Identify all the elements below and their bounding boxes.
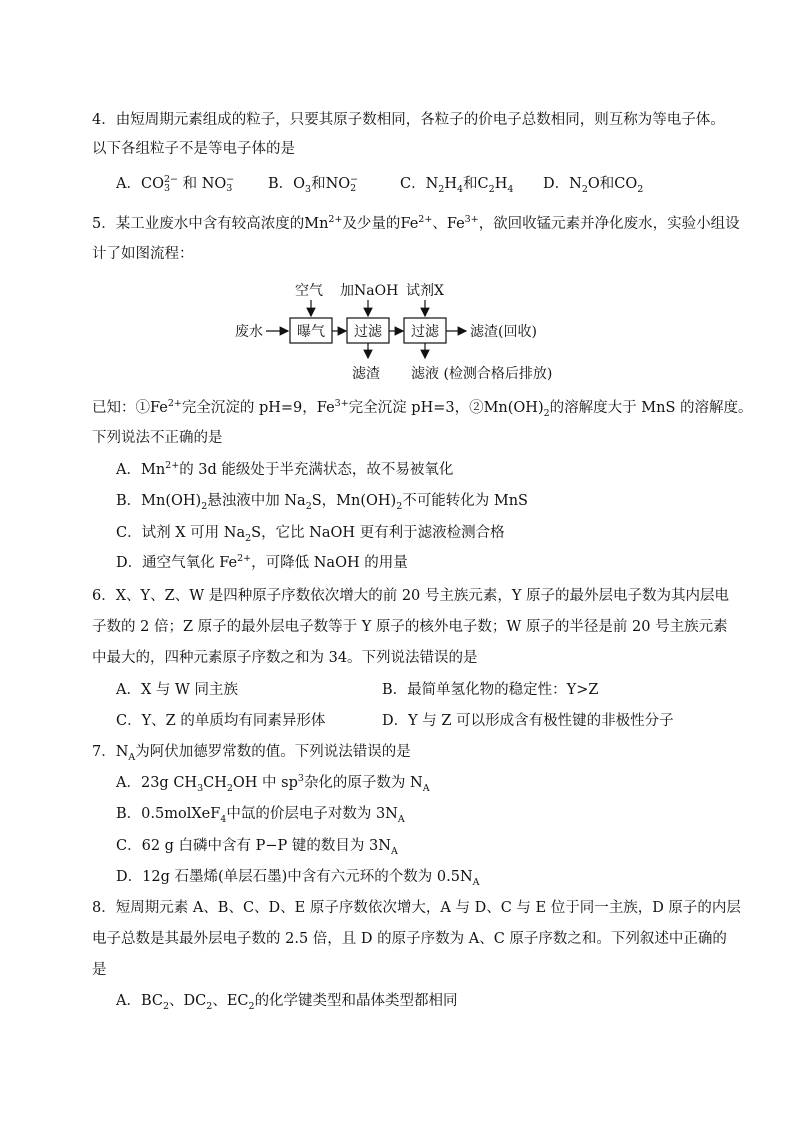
q6-line2: 子数的 2 倍；Z 原子的最外层电子数等于 Y 原子的核外电子数；W 原子的半径是前 20 号主族元素 xyxy=(92,619,728,635)
q8-line3: 是 xyxy=(92,962,107,978)
q7-c-s1: A xyxy=(390,845,398,857)
q5-stem-c: ，欲回收锰元素并净化废水，实验小组设 xyxy=(478,216,740,232)
q4-c-h2: H xyxy=(494,176,508,192)
q5-question: 下列说法不正确的是 xyxy=(92,430,223,446)
q4-b-and: 和 xyxy=(311,176,326,192)
q5-c-t1: 试剂 X 可用 Na xyxy=(141,525,246,541)
q8-a-t1: A．BC xyxy=(116,993,163,1009)
q6-option-a: A．X 与 W 同主族 xyxy=(116,682,239,698)
q8-a-s3: 2 xyxy=(248,1000,255,1012)
q5-c-label: C． xyxy=(116,525,142,541)
q5-d-sup: 2+ xyxy=(237,553,252,565)
flow-label-residue: 滤渣 xyxy=(352,366,380,382)
q4-d-label: D． xyxy=(543,176,570,192)
q4-b-no-sup: − xyxy=(350,174,359,185)
q7-b-s2: A xyxy=(397,813,405,825)
q5-known-fe3: Fe xyxy=(316,400,335,416)
q4-b-no: NO xyxy=(325,176,351,192)
q4-c-n: N xyxy=(425,176,439,192)
q4-c-n-sub: 2 xyxy=(438,183,445,195)
q5-known-c: 完全沉淀 pH=3，②Mn(OH) xyxy=(348,400,544,416)
q7-option-a xyxy=(116,773,430,793)
q7-a-t1: A．23g CH xyxy=(116,775,198,791)
q5-mn-sup: 2+ xyxy=(328,214,343,226)
q5-b-t2: 悬浊液中加 Na xyxy=(207,493,306,509)
q7-option-d xyxy=(116,867,480,887)
q4-c-label: C． xyxy=(400,176,426,192)
q8-line2: 电子总数是其最外层电子数的 2.5 倍，且 D 的原子序数为 A、C 原子序数之和。下列叙述中正确的 xyxy=(92,931,727,947)
q5-a-sup: 2+ xyxy=(165,460,180,472)
q6-option-c: C．Y、Z 的单质均有同素异形体 xyxy=(116,713,326,729)
q8-a-t4: 的化学键类型和晶体类型都相同 xyxy=(254,993,458,1009)
q7-b-t2: 中氙的价层电子对数为 3N xyxy=(226,806,398,822)
q7-option-b xyxy=(116,804,405,824)
q5-b-s3: 2 xyxy=(396,500,403,512)
q4-b-label: B． xyxy=(268,176,294,192)
q4-a-co: CO xyxy=(140,176,164,192)
q5-b-t1: Mn(OH) xyxy=(141,493,202,509)
q4-c-and: 和 xyxy=(463,176,478,192)
flow-label-waste-water: 废水 xyxy=(235,324,263,340)
q5-a-mn: Mn xyxy=(140,462,166,478)
q8-a-t2: 、DC xyxy=(169,993,207,1009)
q4-d-co-sub: 2 xyxy=(637,183,644,195)
q4-a-no: NO xyxy=(201,176,227,192)
flow-text-filter2: 过滤 xyxy=(411,324,439,340)
q7-d-s1: A xyxy=(472,876,480,888)
q5-known-c-sub: 2 xyxy=(543,407,550,419)
q7-c-t1: C．62 g 白磷中含有 P−P 键的数目为 3N xyxy=(116,838,391,854)
flow-label-residue-recover: 滤渣(回收) xyxy=(470,324,537,340)
q7-stem-sub: A xyxy=(128,751,136,763)
q5-known-d: 的溶解度大于 MnS 的溶解度。 xyxy=(549,400,753,416)
q5-c-s1: 2 xyxy=(245,532,252,544)
q5-option-c xyxy=(116,523,505,543)
q5-fe3-sup: 3+ xyxy=(464,214,479,226)
q4-b-no-sub: 2 xyxy=(350,183,357,194)
q4-a-no-sub: 3 xyxy=(226,183,233,194)
q4-a-label: A． xyxy=(116,176,141,192)
q4-d-n: N xyxy=(569,176,582,192)
q5-sep: 、 xyxy=(432,216,447,232)
q5-stem-b: 及少量的 xyxy=(342,216,401,232)
q8-a-s1: 2 xyxy=(163,1000,170,1012)
q4-d-co: CO xyxy=(614,176,638,192)
flow-label-naoh: 加NaOH xyxy=(340,283,399,299)
q5-known-fe3-sup: 3+ xyxy=(334,398,349,410)
q5-b-label: B． xyxy=(116,493,142,509)
q7-stem-rest: 为阿伏加德罗常数的值。下列说法错误的是 xyxy=(135,744,411,760)
flow-label-reagent-x: 试剂X xyxy=(406,283,444,299)
q5-b-s2: 2 xyxy=(305,500,312,512)
q7-stem xyxy=(92,742,411,762)
q4-c-h: H xyxy=(444,176,457,192)
q8-a-t3: 、EC xyxy=(212,993,249,1009)
q6-option-b: B．最简单氢化物的稳定性：Y>Z xyxy=(382,682,599,698)
q7-a-t3: OH 中 sp xyxy=(232,775,298,791)
q4-c-h-sub: 4 xyxy=(457,183,464,195)
q7-b-t1: B．0.5molXeF xyxy=(116,806,221,822)
q4-a-co-sup: 2− xyxy=(163,174,178,185)
q5-mn: Mn xyxy=(304,216,329,232)
q6-line3: 中最大的，四种元素原子序数之和为 34。下列说法错误的是 xyxy=(92,650,478,666)
flow-text-filter1: 过滤 xyxy=(354,324,382,340)
q4-b-o: O xyxy=(293,176,306,192)
q7-stem-n: 7．N xyxy=(92,744,129,760)
q5-known-fe2-sup: 2+ xyxy=(167,398,182,410)
q4-c-c-sub: 2 xyxy=(488,183,495,195)
flow-label-filtrate: 滤液 (检测合格后排放) xyxy=(411,366,553,382)
q7-a-s1: 3 xyxy=(197,782,204,794)
q8-option-a xyxy=(116,991,458,1011)
q4-c-c: C xyxy=(477,176,489,192)
q5-c-t2: S，它比 NaOH 更有利于滤液检测合格 xyxy=(251,525,505,541)
q5-d-t2: ，可降低 NaOH 的用量 xyxy=(251,555,408,571)
flow-label-air: 空气 xyxy=(295,283,323,299)
q7-a-t4: 杂化的原子数为 N xyxy=(303,775,423,791)
q5-option-a xyxy=(116,460,453,480)
q7-option-c xyxy=(116,836,398,856)
q5-option-b xyxy=(116,491,528,511)
q6-line1: 6．X、Y、Z、W 是四种原子序数依次增大的前 20 号主族元素，Y 原子的最外层电子数为其内层电 xyxy=(92,588,730,604)
q4-stem-line2: 以下各组粒子不是等电子体的是 xyxy=(92,141,295,157)
q7-a-t2: CH xyxy=(203,775,227,791)
q7-a-sup: 3 xyxy=(297,773,304,785)
q7-a-s3: A xyxy=(422,782,430,794)
q5-b-t4: 不可能转化为 MnS xyxy=(402,493,528,509)
q5-fe2-sup: 2+ xyxy=(418,214,433,226)
q4-a-co-sub: 3 xyxy=(163,183,171,194)
q7-d-t1: D．12g 石墨烯(单层石墨)中含有六元环的个数为 0.5N xyxy=(116,869,473,885)
q7-a-s2: 2 xyxy=(226,782,233,794)
q5-fe2: Fe xyxy=(400,216,419,232)
flow-text-aeration: 曝气 xyxy=(297,324,325,340)
q5-known xyxy=(92,398,753,418)
q5-option-d xyxy=(116,553,408,573)
q4-d-o: O xyxy=(587,176,600,192)
q4-d-and: 和 xyxy=(599,176,615,192)
q4-b-o-sub: 3 xyxy=(305,183,312,195)
q5-b-t3: S，Mn(OH) xyxy=(311,493,397,509)
q6-option-d: D．Y 与 Z 可以形成含有极性键的非极性分子 xyxy=(382,713,674,729)
q5-known-fe2: Fe xyxy=(150,400,168,416)
q5-d-t1: 通空气氧化 Fe xyxy=(142,555,238,571)
q8-line1: 8．短周期元素 A、B、C、D、E 原子序数依次增大，A 与 D、C 与 E 位于同一主族，D 原子的内层 xyxy=(92,900,741,916)
q5-a-text: 的 3d 能级处于半充满状态，故不易被氧化 xyxy=(179,462,454,478)
q7-b-s1: 4 xyxy=(220,813,227,825)
q5-d-label: D． xyxy=(116,555,143,571)
q5-b-s1: 2 xyxy=(201,500,208,512)
q5-a-label: A． xyxy=(116,462,141,478)
q5-flow-diagram xyxy=(0,0,794,400)
q4-stem-line1: 4．由短周期元素组成的粒子，只要其原子数相同，各粒子的价电子总数相同，则互称为等电子体。 xyxy=(92,112,725,128)
q4-c-h2-sub: 4 xyxy=(507,183,514,195)
q5-known-b: 完全沉淀的 pH=9， xyxy=(181,400,317,416)
q4-d-n-sub: 2 xyxy=(581,183,588,195)
q5-stem-line2: 计了如图流程： xyxy=(92,246,194,262)
q4-a-no-sup: − xyxy=(226,174,235,185)
q4-a-and: 和 xyxy=(182,176,198,192)
q8-a-s2: 2 xyxy=(206,1000,213,1012)
q5-stem-a: 5．某工业废水中含有较高浓度的 xyxy=(92,216,305,232)
q5-fe3: Fe xyxy=(446,216,465,232)
q5-known-a: 已知：① xyxy=(92,400,150,416)
